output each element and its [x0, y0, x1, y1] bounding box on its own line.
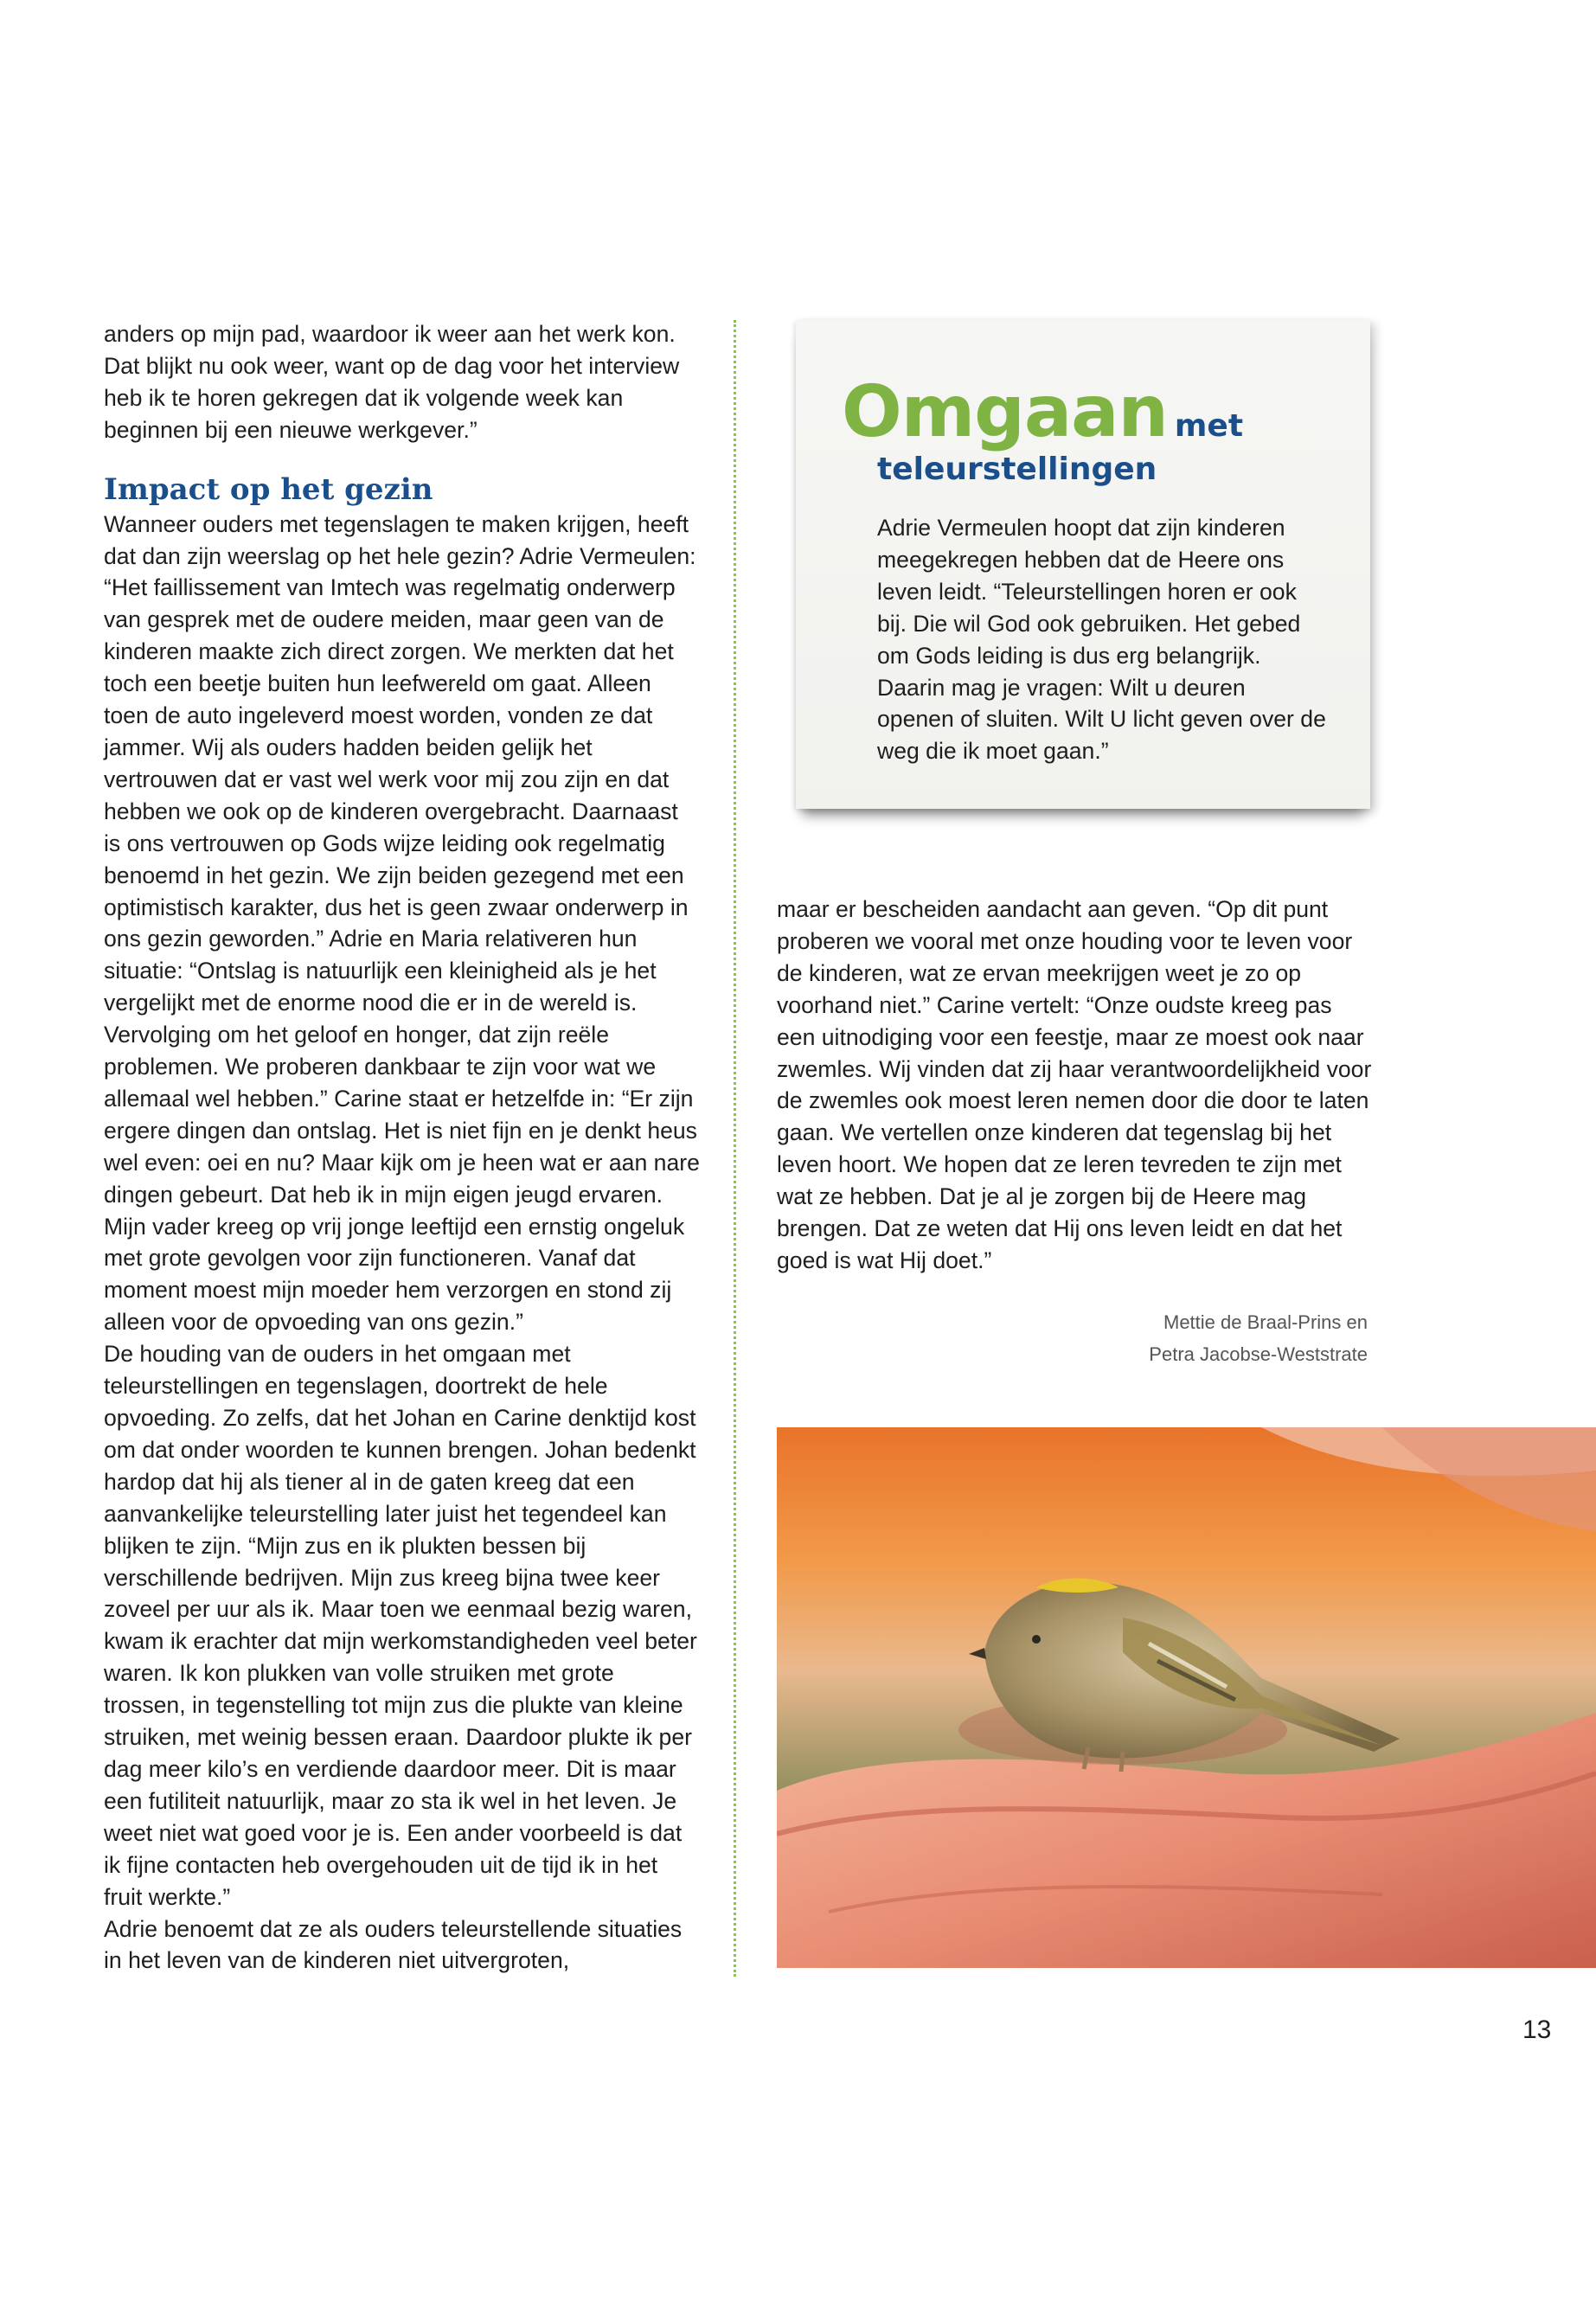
box-title-big: Omgaan: [842, 371, 1168, 453]
body-paragraph-2: De houding van de ouders in het omgaan met teleurstellingen en tegenslagen, doortrekt de hele opvoeding. Zo zelfs, dat het Johan en Carine denktijd kost om dat onder woorden te kunnen brengen. Johan bedenkt hardop dat hij als tiener al in de gaten kreeg dat een aanvankelijke teleurstelling later juist het tegendeel kan blijken te zijn. “Mijn zus en ik plukten bessen bij verschillende bedrijven. Mijn zus kreeg bijna twee keer zoveel per uur als ik. Maar toen we eenmaal bezig waren, kwam ik erachter dat mijn werkomstandigheden veel beter waren. Ik kon plukken van volle struiken met grote trossen, in tegenstelling tot mijn zus die plukte van kleine struiken, met weinig bessen eraan. Daardoor plukte ik per dag meer kilo’s en verdiende daardoor meer. Dit is maar een futiliteit natuurlijk, maar zo sta ik wel in het leven. Je weet niet wat goed voor je is. Een ander voorbeeld is dat ik fijne contacten heb overgehouden uit de tijd ik in het fruit werkte.”: [104, 1341, 697, 1910]
column-divider: [734, 320, 736, 1977]
page-number: 13: [1522, 2016, 1552, 2044]
author-credits: [1149, 1306, 1368, 1370]
right-column-text: maar er bescheiden aandacht aan geven. “Op dit punt proberen we vooral met onze houding voor te leven voor de kinderen, wat ze ervan meekrijgen weet je zo op voorhand niet.” Carine vertelt: “Onze oudste kreeg pas een uitnodiging voor een feestje, maar ze moest ook naar zwemles. Wij vinden dat zij haar verantwoordelijkheid voor de zwemles ook moest leren nemen door die door te laten gaan. We vertellen onze kinderen dat tegenslag bij het leven hoort. We hopen dat ze leren tevreden te zijn met wat ze hebben. Dat je al je zorgen bij de Heere mag brengen. Dat ze weten dat Hij ons leven leidt en dat het goed is wat Hij doet.”: [777, 896, 1372, 1273]
box-text: Adrie Vermeulen hoopt dat zijn kinderen meegekregen hebben dat de Heere ons leven leidt. “Teleurstellingen horen er ook bij. Die wil God ook gebruiken. Het gebed om Gods leiding is dus erg belangrijk. Daarin mag je vragen: Wilt u deuren openen of sluiten. Wilt U licht geven over de weg die ik moet gaan.”: [877, 515, 1326, 765]
box-title-small: met: [1174, 408, 1244, 444]
box-subtitle: teleurstellingen: [877, 452, 1157, 487]
sidebar-box: [796, 320, 1370, 809]
section-heading: Impact op het gezin: [104, 471, 433, 507]
intro-paragraph: anders op mijn pad, waardoor ik weer aan het werk kon. Dat blijkt nu ook weer, want op de dag voor het interview heb ik te horen gekregen dat ik volgende week kan beginnen bij een nieuwe werkgever.”: [104, 321, 680, 443]
box-title: [842, 371, 1244, 453]
credit-line-1: Mettie de Braal-Prins en: [1163, 1311, 1368, 1333]
body-paragraph-1: Wanneer ouders met tegenslagen te maken krijgen, heeft dat dan zijn weerslag op het hele gezin? Adrie Vermeulen: “Het faillissement van Imtech was regelmatig onderwerp van gesprek met de oudere meiden, maar geen van de kinderen maakte zich direct zorgen. We merkten dat het toch een beetje buiten hun leefwereld om gaat. Alleen toen de auto ingeleverd moest worden, vonden ze dat jammer. Wij als ouders hadden beiden gelijk het vertrouwen dat er vast wel werk voor mij zou zijn en dat hebben we ook op de kinderen overgebracht. Daarnaast is ons vertrouwen op Gods wijze leiding ook regelmatig benoemd in het gezin. We zijn beiden gezegend met een optimistisch karakter, dus het is geen zwaar onderwerp in ons gezin geworden.” Adrie en Maria relativeren hun situatie: “Ontslag is natuurlijk een kleinigheid als je het vergelijkt met de enorme nood die er in de wereld is. Vervolging om het geloof en honger, dat zijn reële problemen. We proberen dankbaar te zijn voor wat we allemaal wel hebben.” Carine staat er hetzelfde in: “Er zijn ergere dingen dan ontslag. Het is niet fijn en je denkt heus wel even: oei en nu? Maar kijk om je heen wat er aan nare dingen gebeurt. Dat heb ik in mijn eigen jeugd ervaren. Mijn vader kreeg op vrij jonge leeftijd een ernstig ongeluk met grote gevolgen voor zijn functioneren. Vanaf dat moment moest mijn moeder hem verzorgen en stond zij alleen voor de opvoeding van ons gezin.”: [104, 510, 700, 1336]
bird-in-hand-photo: [777, 1427, 1596, 1968]
credit-line-2: Petra Jacobse-Weststrate: [1149, 1343, 1368, 1365]
body-paragraph-3: Adrie benoemt dat ze als ouders teleurstellende situaties in het leven van de kinderen niet uitvergroten,: [104, 1915, 683, 1974]
left-column: [104, 318, 701, 1977]
